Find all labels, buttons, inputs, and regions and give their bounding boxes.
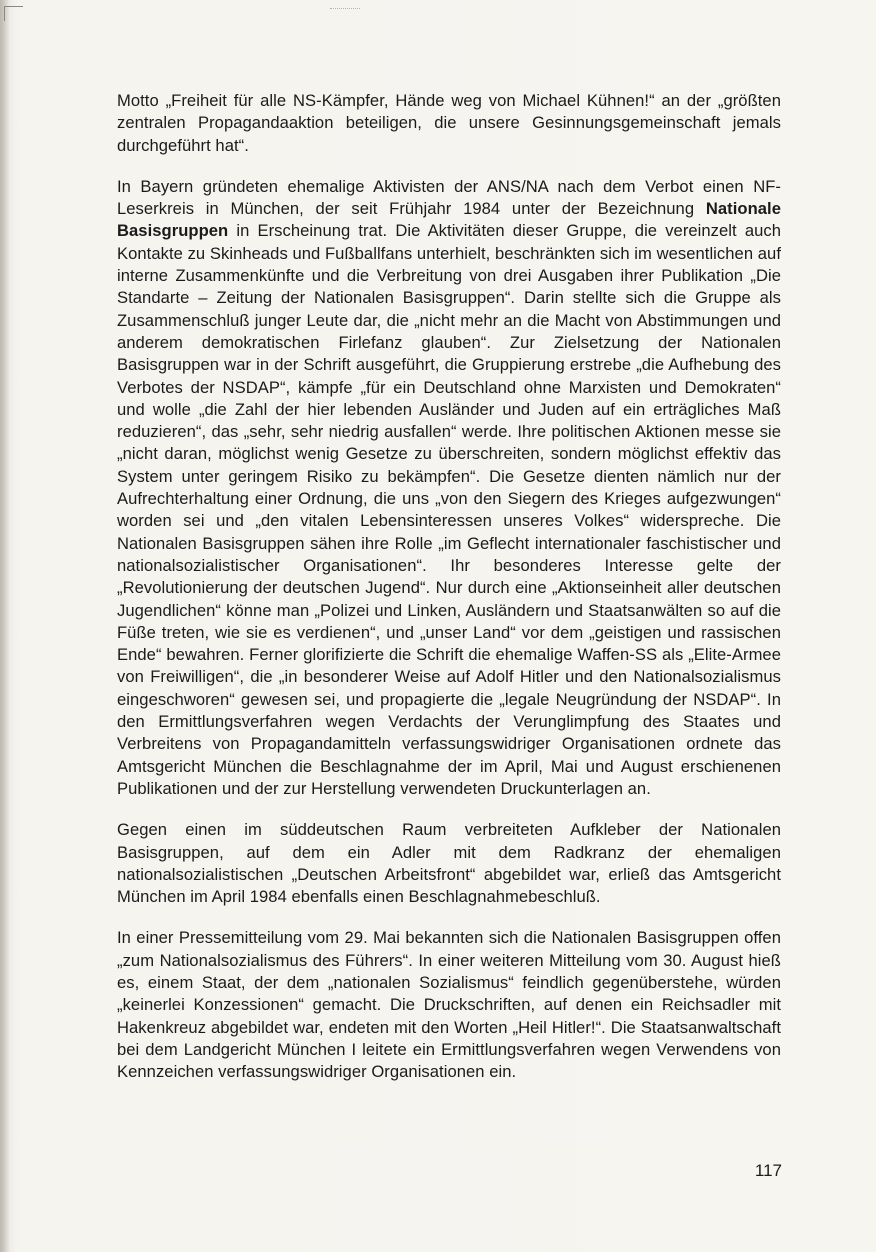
paragraph-1-text: Motto „Freiheit für alle NS-Kämpfer, Hände weg von Michael Kühnen!“ an der „größten zentralen Propagandaaktion beteiligen, die unsere Gesinnungsgemeinschaft jemals durchgeführt hat“. (117, 91, 781, 155)
paragraph-2-text-b: in Erscheinung trat. Die Aktivitäten dieser Gruppe, die vereinzelt auch Kontakte zu Skinheads und Fußballfans unterhielt, beschränkten sich im wesentlichen auf interne Zusammenkünfte und die Verbreitung von drei Ausgaben ihrer Publikation „Die Standarte – Zeitung der Nationalen Basisgruppen“. Darin stellte sich die Gruppe als Zusammenschluß junger Leute dar, die „nicht mehr an die Macht von Abstimmungen und anderem demokratischen Firlefanz glauben“. Zur Zielsetzung der Nationalen Basisgruppen war in der Schrift ausgeführt, die Gruppierung erstrebe „die Aufhebung des Verbotes der NSDAP“, kämpfe „für ein Deutschland ohne Marxisten und Demokraten“ und wolle „die Zahl der hier lebenden Ausländer und Juden auf ein erträgliches Maß reduzieren“, das „sehr, sehr niedrig ausfallen“ werde. Ihre politischen Aktionen messe sie „nicht daran, möglichst wenig Gesetze zu überschreiten, sondern möglichst effektiv das System unter geringem Risiko zu bekämpfen“. Die Gesetze dienten nämlich nur der Aufrechterhaltung einer Ordnung, die uns „von den Siegern des Krieges aufgezwungen“ worden sei und „den vitalen Lebensinteressen unseres Volkes“ widerspreche. Die Nationalen Basisgruppen sähen ihre Rolle „im Geflecht internationaler faschistischer und nationalsozialistischer Organisationen“. Ihr besonderes Interesse gelte der „Revolutionierung der deutschen Jugend“. Nur durch eine „Aktionseinheit aller deutschen Jugendlichen“ könne man „Polizei und Linken, Ausländern und Staatsanwälten so auf die Füße treten, wie sie es verdienen“, und „unser Land“ vor dem „geistigen und rassischen Ende“ bewahren. Ferner glorifizierte die Schrift die ehemalige Waffen-SS als „Elite-Armee von Freiwilligen“, die „in besonderer Weise auf Adolf Hitler und den Nationalsozialismus eingeschworen“ gewesen sei, und propagierte die „legale Neugründung der NSDAP“. In den Ermittlungsverfahren wegen Verdachts der Verunglimpfung des Staates und Verbreitens von Propagandamitteln verfassungswidriger Organisationen ordnete das Amtsgericht München die Beschlagnahme der im April, Mai und August erschienenen Publikationen und der zur Herstellung verwendeten Druckunterlagen an. (117, 221, 781, 798)
paragraph-4 (117, 927, 781, 1083)
paragraph-3-text: Gegen einen im süddeutschen Raum verbreiteten Aufkleber der Nationalen Basisgruppen, auf dem ein Adler mit dem Radkranz der ehemaligen nationalsozialistischen „Deutschen Arbeitsfront“ abgebildet war, erließ das Amtsgericht München im April 1984 ebenfalls einen Beschlagnahmebeschluß. (117, 820, 781, 907)
paragraph-2-bold-term: Nationale Basisgruppen (117, 199, 781, 241)
scan-artifact (330, 8, 360, 15)
paragraph-2 (117, 176, 781, 800)
binding-shadow (0, 0, 10, 1252)
page-number: 117 (754, 1161, 782, 1180)
paragraph-2-text-a: In Bayern gründeten ehemalige Aktivisten der ANS/NA nach dem Verbot einen NF-Leserkreis in München, der seit Frühjahr 1984 unter der Bezeichnung (117, 176, 781, 219)
paragraph-3 (117, 819, 781, 908)
paragraph-4-text: In einer Pressemitteilung vom 29. Mai bekannten sich die Nationalen Basisgruppen offen „zum Nationalsozialismus des Führers“. In einer weiteren Mitteilung vom 30. August hieß es, einem Staat, der dem „nationalen Sozialismus“ feindlich gegenüberstehe, würden „keinerlei Konzessionen“ gemacht. Die Druckschriften, auf denen ein Reichsadler mit Hakenkreuz abgebildet war, endeten mit den Worten „Heil Hitler!“. Die Staatsanwaltschaft bei dem Landgericht München I leitete ein Ermittlungsverfahren wegen Verwendens von Kennzeichen verfassungswidriger Organisationen ein. (117, 928, 781, 1082)
crop-mark (4, 6, 23, 21)
paragraph-1 (117, 90, 781, 157)
text-body (117, 90, 781, 1102)
